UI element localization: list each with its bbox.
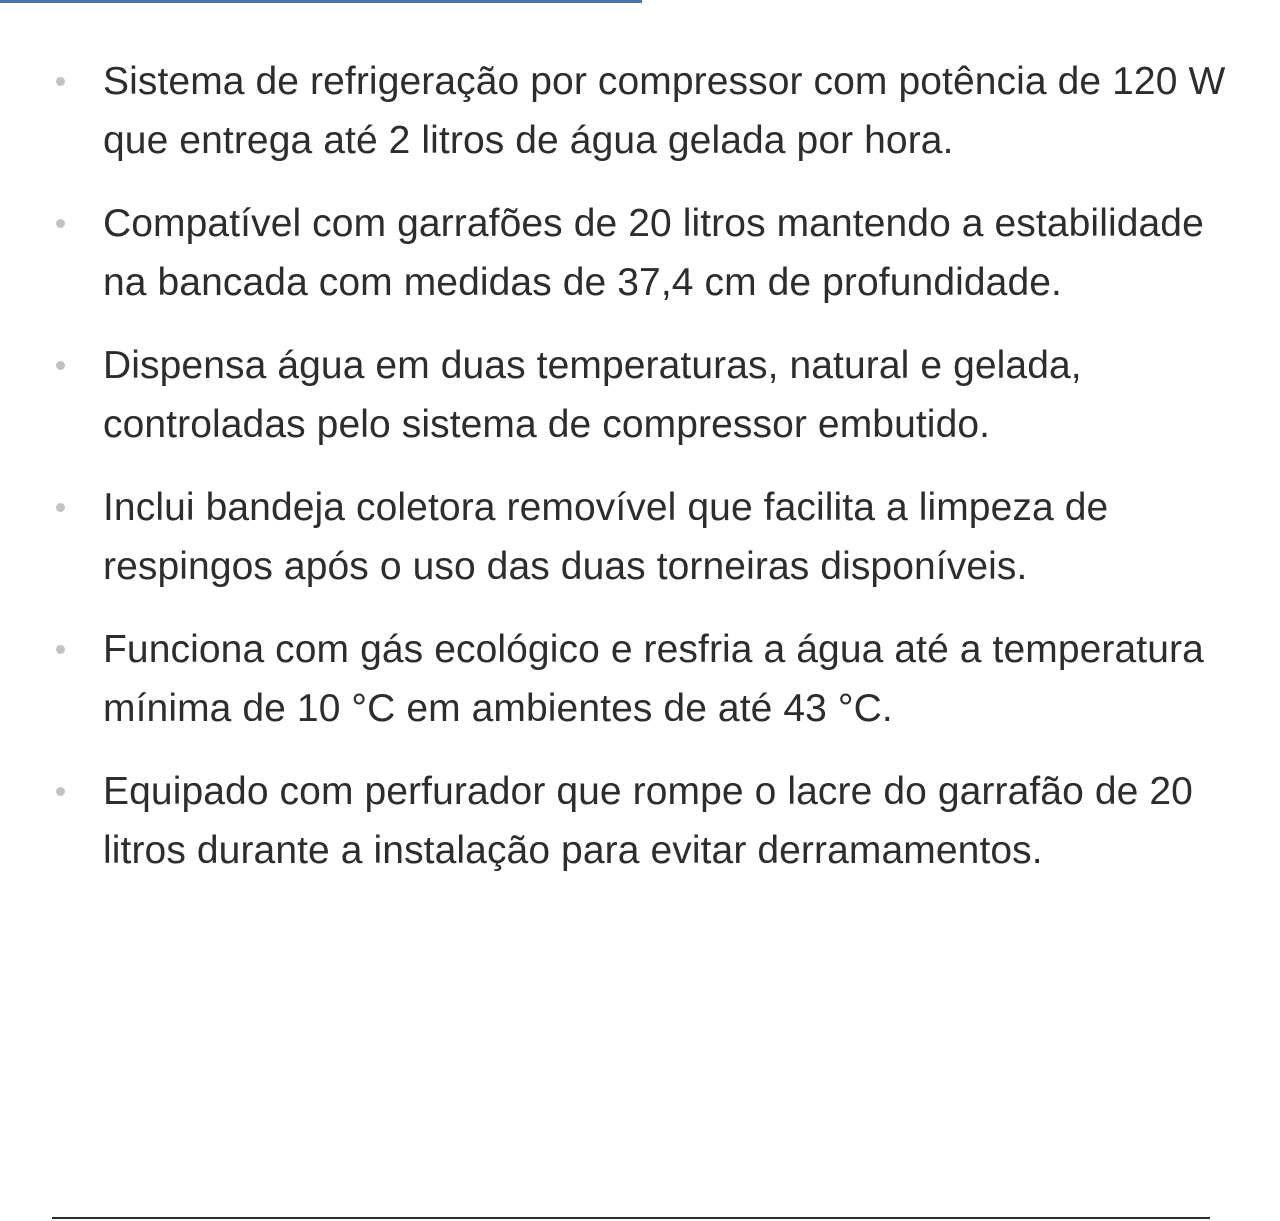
top-divider <box>0 0 642 3</box>
feature-item <box>0 336 1280 454</box>
feature-item <box>0 478 1280 596</box>
feature-item <box>0 620 1280 738</box>
bullet-icon <box>56 787 65 796</box>
bullet-icon <box>56 645 65 654</box>
bottom-divider <box>52 1217 1210 1219</box>
feature-text: Dispensa água em duas temperaturas, natural e gelada, controladas pelo sistema de compressor embutido. <box>103 344 1082 446</box>
feature-text: Funciona com gás ecológico e resfria a água até a temperatura mínima de 10 °C em ambientes de até 43 °C. <box>103 628 1204 730</box>
feature-item <box>0 52 1280 170</box>
feature-text: Equipado com perfurador que rompe o lacre do garrafão de 20 litros durante a instalação para evitar derramamentos. <box>103 770 1193 872</box>
feature-text: Sistema de refrigeração por compressor com potência de 120 W que entrega até 2 litros de água gelada por hora. <box>103 60 1226 162</box>
feature-list <box>0 52 1280 904</box>
feature-text: Compatível com garrafões de 20 litros mantendo a estabilidade na bancada com medidas de 37,4 cm de profundidade. <box>103 202 1204 304</box>
feature-text: Inclui bandeja coletora removível que facilita a limpeza de respingos após o uso das duas torneiras disponíveis. <box>103 486 1109 588</box>
feature-item <box>0 762 1280 880</box>
bullet-icon <box>56 219 65 228</box>
bullet-icon <box>56 77 65 86</box>
bullet-icon <box>56 503 65 512</box>
bullet-icon <box>56 361 65 370</box>
feature-item <box>0 194 1280 312</box>
